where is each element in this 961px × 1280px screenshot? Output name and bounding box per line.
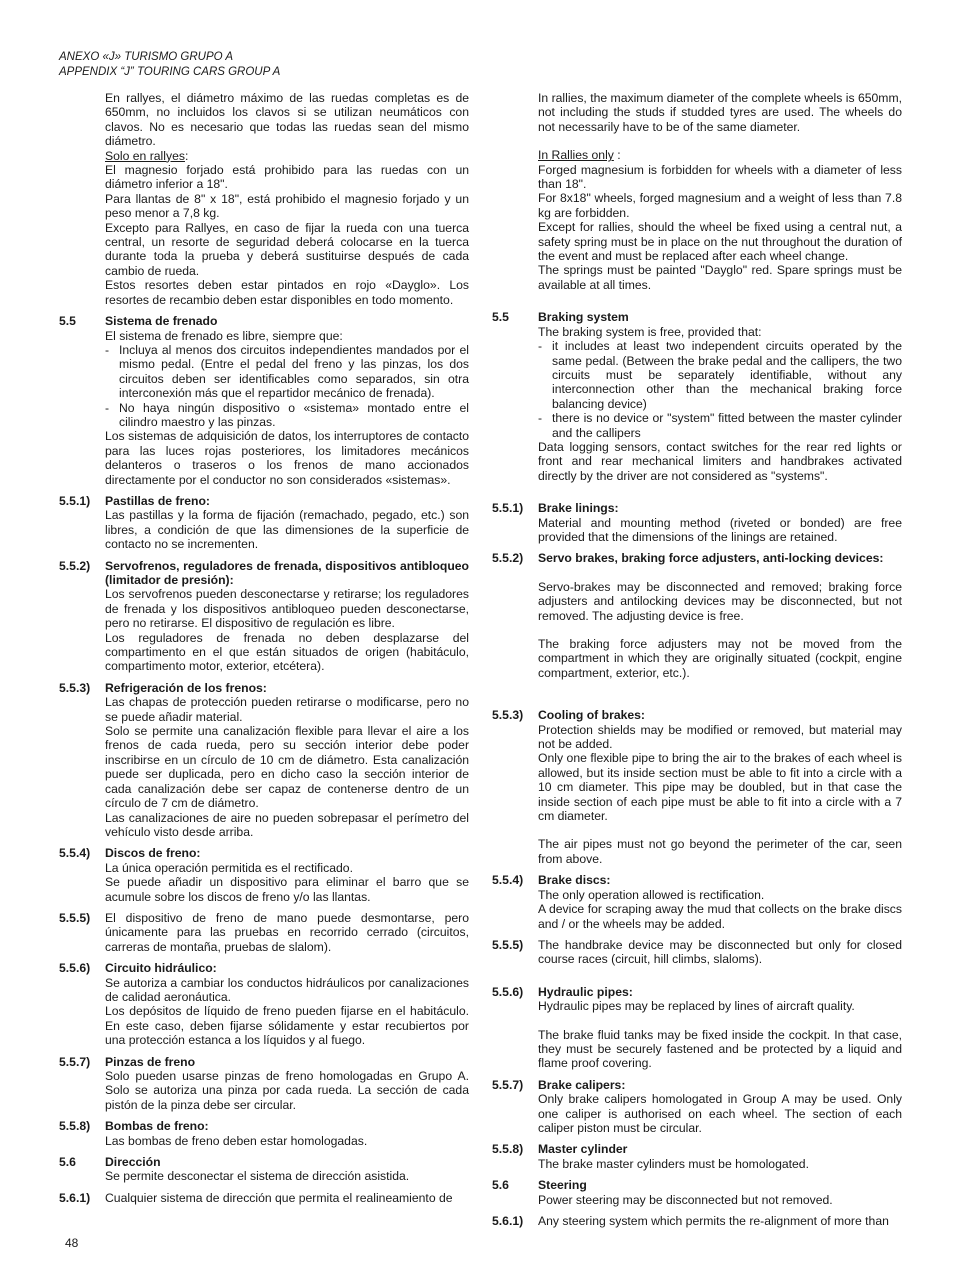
section-5-5-7-en: 5.5.7) Brake calipers: Only brake calipers homologated in Group A may be used. Only one caliper is authorised on each wheel. The section of each caliper piston must be circular. — [492, 1077, 902, 1135]
header-english: APPENDIX “J” TOURING CARS GROUP A — [59, 65, 281, 78]
section-5-5-6-en: 5.5.6) Hydraulic pipes: Hydraulic pipes may be replaced by lines of aircraft quality. The brake fluid tanks may be fixed inside the cockpit. In that case, they must be securely fastened and be protected by a liquid and flame proof covering. — [492, 984, 902, 1071]
section-5-5-8-es: 5.5.8) Bombas de freno: Las bombas de freno deben estar homologadas. — [59, 1119, 368, 1148]
header-spanish: ANEXO «J» TURISMO GRUPO A — [59, 51, 234, 63]
list-item: - Incluya al menos dos circuitos independientes mandados por el mismo pedal. (Entre el pedal del freno y las pinzas, los dos circuitos deben ser identificables como separados, sin otra interconexión más que el repartidor mecánico de frenada). — [105, 342, 469, 401]
rallies-only-label: Solo en rallyes — [105, 148, 185, 163]
section-5-5-2-es: 5.5.2) Servofrenos, reguladores de frenada, dispositivos antibloqueo (limitador de presión): Los servofrenos pueden desconectarse y retirarse; los reguladores de frenada y los dispositivos antibloqueo pueden desconectarse, pero no retirarse. El dispositivo de regulación es libre. Los reguladores de frenada no deben desplazarse del compartimento en el que están situados de origen (habitáculo, compartimento motor, exterior, etcétera). — [59, 558, 469, 674]
section-5-5-1-es: 5.5.1) Pastillas de freno: Las pastillas y la forma de fijación (remachado, pegado, etc.) son libres, a condición de que las dimensiones de la superficie de contacto no se incrementen. — [59, 493, 469, 552]
page-header — [59, 50, 280, 79]
section-5-5-5-es: 5.5.5) El dispositivo de freno de mano puede desmontarse, pero únicamente para las pruebas en recorrido cerrado (circuitos, carreras de montaña, pruebas de slalom). — [59, 910, 469, 954]
section-5-5-1-en: 5.5.1) Brake linings: Material and mounting method (riveted or bonded) are free provided that the dimensions of the linings are retained. — [492, 501, 902, 544]
section-5-5-3-en: 5.5.3) Cooling of brakes: Protection shields may be modified or removed, but material may not be added. Only one flexible pipe to bring the air to the brakes of each wheel is allowed, but its inside section must be able to fit into a circle with a 10 cm diameter. This pipe may be doubled, but in that case the inside section of each pipe must be able to fit into a circle with a 7 cm diameter. The air pipes must not go beyond the perimeter of the car, seen from above. — [492, 708, 902, 866]
section-5-6-es: 5.6 Dirección Se permite desconectar el sistema de dirección asistida. — [59, 1155, 410, 1184]
wheels-intro-es: En rallyes, el diámetro máximo de las ruedas completas es de 650mm, no incluidos los clavos si se utilizan neumáticos con clavos. No es necesario que todas las ruedas sean del mismo diámetro. Solo en rallyes: El magnesio forjado está prohibido para las ruedas con un diámetro inferior a 18". Para llantas de 8" x 18", está prohibido el magnesio forjado y un peso menor a 7,8 kg. Excepto para Rallyes, en caso de fijar la rueda con una tuerca central, un resorte de seguridad deberá colocarse en la tuerca durante toda la prueba y deberá sustituirse después de cada cambio de rueda. Estos resortes deben estar pintados en rojo «Dayglo». Los resortes de recambio deben estar disponibles en todo momento. — [105, 91, 469, 307]
wheels-intro-en: In rallies, the maximum diameter of the complete wheels is 650mm, not including the studs if studded tyres are used. The wheels do not necessarily have to be of the same diameter. In Rallies only : Forged magnesium is forbidden for wheels with a diameter of less than 18". For 8x18" wheels, forged magnesium and a weight of less than 7.8 kg are forbidden. Except for rallies, should the wheel be fixed using a central nut, a safety spring must be in place on the nut throughout the duration of the event and must be replaced after each wheel change. The springs must be painted "Dayglo" red. Spare springs must be available at all times. — [538, 91, 902, 292]
spanish-column — [59, 91, 469, 1212]
section-5-5-4-en: 5.5.4) Brake discs: The only operation allowed is rectification. A device for scraping away the mud that collects on the brake discs and / or the wheels may be added. — [492, 873, 902, 931]
section-5-5-en: 5.5 Braking system The braking system is free, provided that: - it includes at least two independent circuits operated by the same pedal. (Between the brake pedal and the callipers, the two circuits must be separately identifiable, without any interconnection other than the mechanical braking force balancing device) - there is no device or "system" fitted between the master cylinder and the callipers Data logging sensors, contact switches for the rear red lights or front and rear mechanical limiters and handbrakes activated directly by the driver are not considered as "systems". — [492, 310, 902, 483]
section-5-5-6-es: 5.5.6) Circuito hidráulico: Se autoriza a cambiar los conductos hidráulicos por canalizaciones de calidad aeronáutica. Los depósitos de líquido de freno pueden fijarse en el habitáculo. En este caso, deben fijarse sólidamente y estar recubiertos por una protección estanca a los líquidos y al fuego. — [59, 961, 469, 1048]
section-5-5-7-es: 5.5.7) Pinzas de freno Solo pueden usarse pinzas de freno homologadas en Grupo A. Solo se autoriza una pinza por cada rueda. La sección de cada pistón de la pinza debe ser circular. — [59, 1054, 469, 1112]
section-5-6-1-en: 5.6.1) Any steering system which permits the re-alignment of more than — [492, 1214, 889, 1228]
list-item: - it includes at least two independent circuits operated by the same pedal. (Between the brake pedal and the callipers, the two circuits must be separately identifiable, without any interconnection other than the mechanical braking force balancing device) — [538, 339, 902, 411]
section-number: 5.5 — [59, 314, 76, 329]
rallies-only-label: In Rallies only — [538, 148, 614, 163]
section-5-5-3-es: 5.5.3) Refrigeración de los frenos: Las chapas de protección pueden retirarse o modificarse, pero no se puede añadir material. Solo se permite una canalización flexible para llevar el aire a los frenos de cada rueda, pero su sección interior debe poder inscribirse en un círculo de 10 cm de diámetro. Esta canalización puede ser duplicada, pero en dicho caso la sección interior de cada canalización debe ser capaz de contenerse dentro de un círculo de 7 cm de diámetro. Las canalizaciones de aire no pueden sobrepasar el perímetro del vehículo visto desde arriba. — [59, 680, 469, 839]
section-5-5-4-es: 5.5.4) Discos de freno: La única operación permitida es el rectificado. Se puede añadir un dispositivo para eliminar el barro que se acumule sobre los discos de freno y/o las llantas. — [59, 846, 469, 904]
section-5-6-1-es: 5.6.1) Cualquier sistema de dirección que permita el realineamiento de — [59, 1190, 453, 1205]
section-5-5-8-en: 5.5.8) Master cylinder The brake master cylinders must be homologated. — [492, 1142, 809, 1171]
list-item: - No haya ningún dispositivo o «sistema» montado entre el cilindro maestro y las pinzas. — [105, 400, 469, 429]
list-item: - there is no device or "system" fitted between the master cylinder and the callipers — [538, 411, 902, 440]
page-number: 48 — [65, 1236, 79, 1250]
section-5-6-en: 5.6 Steering Power steering may be disconnected but not removed. — [492, 1178, 833, 1207]
section-title: Sistema de frenado — [105, 314, 218, 329]
english-column — [492, 91, 902, 1235]
section-5-5-2-en: 5.5.2) Servo brakes, braking force adjusters, anti-locking devices: Servo-brakes may be disconnected and removed; braking force adjusters and antilocking devices may be disconnected, but not removed. The adjusting device is free. The braking force adjusters may not be moved from the compartment in which they are originally situated (cockpit, engine compartment, exterior, etc.). — [492, 551, 902, 680]
section-5-5-5-en: 5.5.5) The handbrake device may be disconnected but only for closed course races (circuit, hill climbs, slaloms). — [492, 937, 902, 967]
section-5-5-es: 5.5 Sistema de frenado El sistema de frenado es libre, siempre que: - Incluya al menos dos circuitos independientes mandados por el mismo pedal. (Entre el pedal del freno y las pinzas, los dos circuitos deben ser identificables como separados, sin otra interconexión más que el repartidor mecánico de frenada). - No haya ningún dispositivo o «sistema» montado entre el cilindro maestro y las pinzas. Los sistemas de adquisición de datos, los interruptores de contacto para las luces rojas posteriores, los limitadores mecánicos delanteros o traseros o los frenos de mano accionados directamente por el conductor no son considerados «sistemas». — [59, 314, 469, 487]
